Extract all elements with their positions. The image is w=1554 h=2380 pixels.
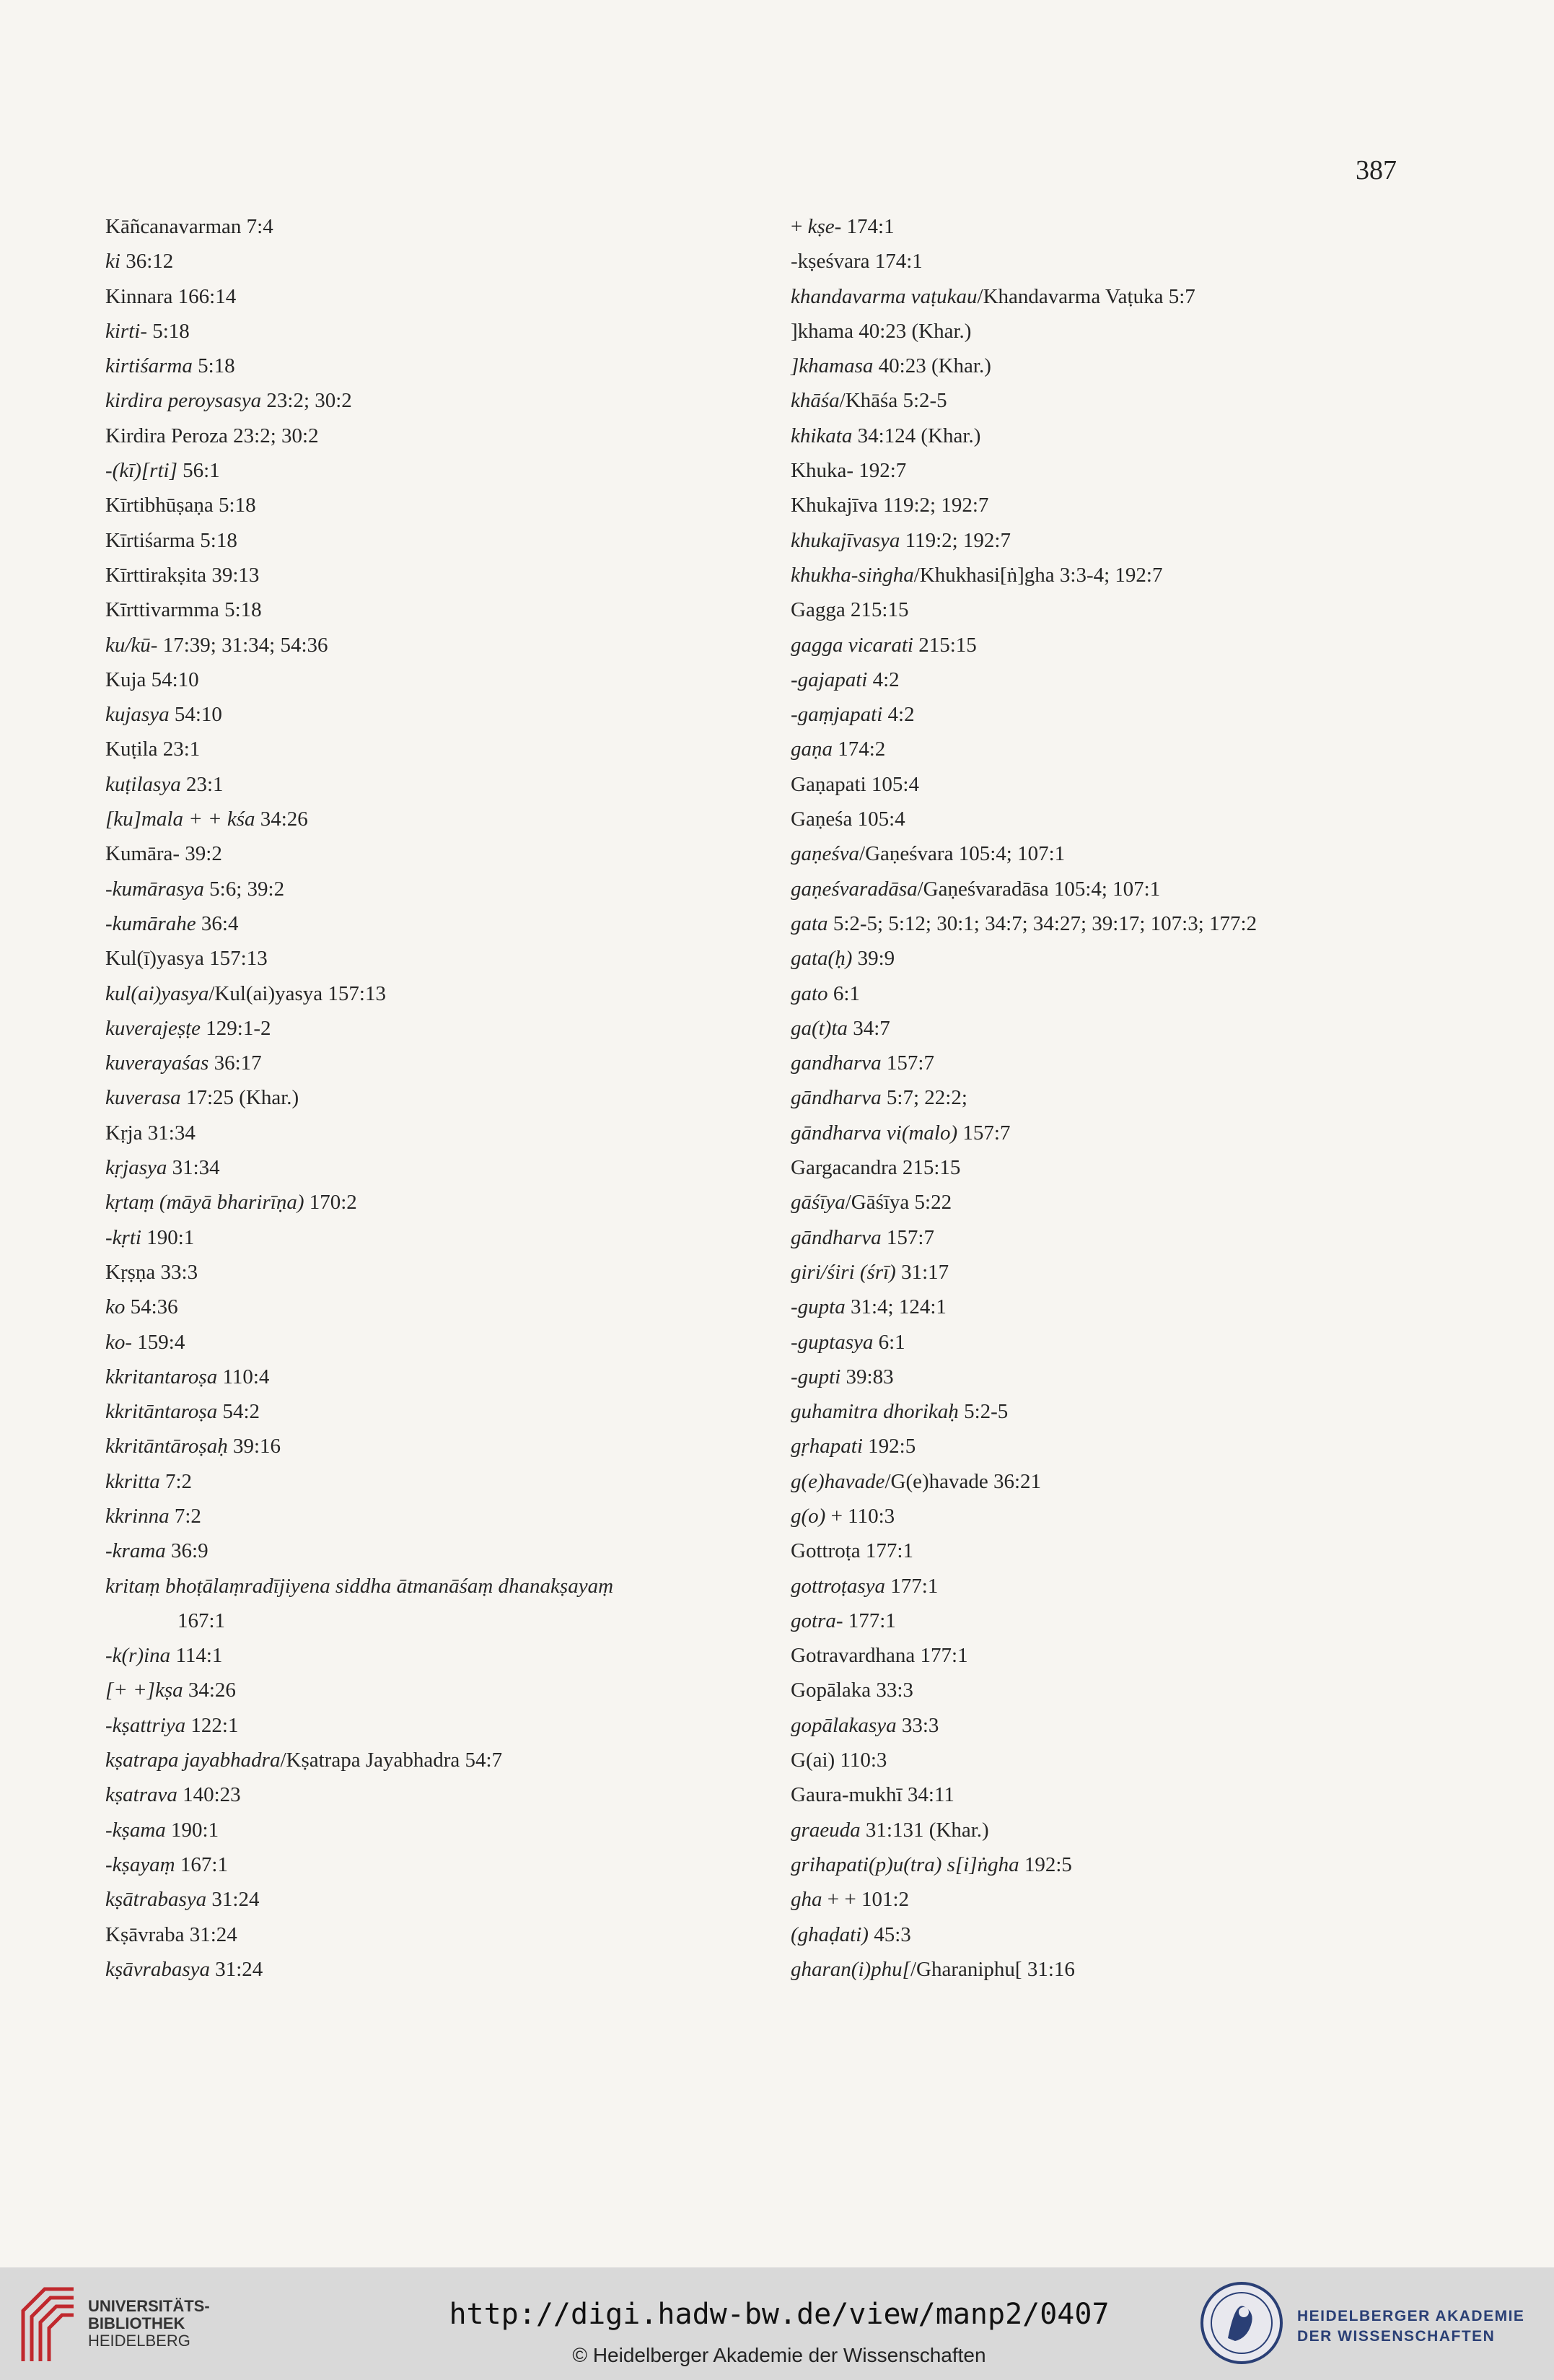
- index-entry: [105, 1185, 769, 1220]
- entry-headword: ga(t)ta: [791, 1016, 848, 1040]
- entry-reference: 190:1: [165, 1818, 219, 1842]
- index-entry: [791, 1220, 1440, 1255]
- entry-reference: Kuṭila 23:1: [105, 738, 201, 761]
- entry-reference: 7:2: [169, 1504, 201, 1528]
- entry-headword: khikata: [791, 424, 853, 447]
- entry-reference: 31:17: [895, 1260, 949, 1284]
- entry-headword: -gupti: [791, 1365, 841, 1388]
- index-entry: [791, 1673, 1440, 1707]
- entry-headword: kkrinna: [105, 1504, 170, 1528]
- footer-bar: [0, 2267, 1554, 2380]
- index-entry: [791, 732, 1440, 766]
- entry-headword: khandavarma vaṭukau: [791, 284, 978, 308]
- entry-reference: 167:1: [177, 1609, 226, 1632]
- entry-headword: kṣe-: [807, 215, 842, 238]
- index-entry: [791, 349, 1440, 383]
- index-entry: [105, 1080, 769, 1115]
- index-entry: [105, 1917, 769, 1952]
- index-entry: [791, 1360, 1440, 1394]
- index-entry: [791, 1813, 1440, 1847]
- entry-reference: +: [791, 215, 808, 238]
- index-entry: [105, 1777, 769, 1812]
- entry-reference: /Khandavarma Vaṭuka 5:7: [977, 284, 1195, 308]
- index-entry: [791, 941, 1440, 976]
- entry-headword: gopālakasya: [791, 1713, 897, 1737]
- entry-reference: /Gaṇeśvaradāsa 105:4; 107:1: [917, 877, 1161, 901]
- index-entry: [105, 1220, 769, 1255]
- index-entry: [105, 314, 769, 349]
- entry-reference: Gaura-mukhī 34:11: [791, 1783, 954, 1807]
- index-entry: [105, 453, 769, 488]
- index-entry: [791, 314, 1440, 349]
- entry-headword: gandharva: [791, 1051, 882, 1075]
- entry-reference: Gaṇapati 105:4: [791, 772, 919, 796]
- entry-reference: /G(e)havade 36:21: [884, 1469, 1042, 1493]
- index-entry: [105, 1813, 769, 1847]
- entry-reference: 31:34: [167, 1156, 220, 1180]
- index-entry: [105, 1290, 769, 1324]
- entry-reference: /Gāśīya 5:22: [845, 1191, 952, 1215]
- index-entry: [791, 209, 1440, 244]
- index-entry: [791, 1394, 1440, 1429]
- index-entry: [791, 1011, 1440, 1046]
- entry-reference: Khukajīva 119:2; 192:7: [791, 494, 989, 517]
- entry-reference: 5:18: [147, 319, 190, 343]
- entry-reference: 5:6; 39:2: [203, 877, 285, 901]
- index-entry: [791, 767, 1440, 802]
- permalink-url[interactable]: http://digi.hadw-bw.de/view/manp2/0407: [449, 2298, 1110, 2331]
- entry-reference: 159:4: [132, 1330, 185, 1354]
- index-entry: [791, 1046, 1440, 1080]
- entry-headword: -gajapati: [791, 668, 868, 691]
- index-entry: [105, 1604, 769, 1638]
- academy-name: [1297, 2306, 1524, 2347]
- index-entry: [105, 802, 769, 836]
- entry-reference: Gopālaka 33:3: [791, 1679, 913, 1702]
- entry-reference: 174:1: [841, 215, 895, 238]
- entry-reference: Kṛja 31:34: [105, 1121, 196, 1145]
- entry-reference: 157:7: [957, 1121, 1011, 1145]
- entry-headword: gata(ḥ): [791, 947, 853, 971]
- index-entry: [791, 1952, 1440, 1987]
- entry-reference: 39:83: [840, 1365, 894, 1388]
- entry-reference: 39:9: [852, 947, 895, 971]
- index-entry: [105, 558, 769, 592]
- index-entry: [791, 906, 1440, 941]
- index-entry: [791, 558, 1440, 592]
- entry-headword: kkritta: [105, 1469, 160, 1493]
- academy-line-2: DER WISSENSCHAFTEN: [1297, 2328, 1496, 2345]
- index-entry: [105, 1255, 769, 1290]
- entry-headword: ko-: [105, 1330, 133, 1354]
- index-entry: [105, 419, 769, 453]
- entry-headword: graeuda: [791, 1818, 861, 1842]
- index-entry: [791, 383, 1440, 418]
- ub-heidelberg-logo-icon: [16, 2282, 81, 2366]
- entry-reference: Kuja 54:10: [105, 668, 199, 691]
- entry-headword: gāśīya: [791, 1191, 846, 1215]
- entry-headword: gotra-: [791, 1609, 843, 1632]
- index-entry: [105, 662, 769, 697]
- index-entry: [791, 453, 1440, 488]
- index-entry: [105, 523, 769, 558]
- entry-headword: gāndharva: [791, 1086, 882, 1110]
- entry-headword: kul(ai)yasya: [105, 981, 209, 1005]
- entry-headword: khāśa: [791, 389, 840, 413]
- index-entry: [105, 732, 769, 766]
- entry-reference: Gotravardhana 177:1: [791, 1644, 968, 1668]
- entry-headword: ]khamasa: [791, 354, 874, 378]
- index-entry: [791, 1534, 1440, 1568]
- entry-reference: Kṛṣṇa 33:3: [105, 1260, 198, 1284]
- entry-reference: 39:16: [227, 1435, 281, 1458]
- index-entry: [791, 628, 1440, 662]
- entry-headword: gaṇeśva: [791, 842, 860, 866]
- entry-reference: Kirdira Peroza 23:2; 30:2: [105, 424, 319, 447]
- entry-headword: gṛhapati: [791, 1435, 863, 1458]
- entry-headword: khukajīvasya: [791, 528, 900, 552]
- entry-reference: 23:2; 30:2: [261, 389, 352, 413]
- index-column-right: [791, 209, 1440, 1987]
- entry-reference: + 110:3: [825, 1504, 895, 1528]
- entry-reference: Gottroṭa 177:1: [791, 1539, 913, 1563]
- entry-headword: -k(r)ina: [105, 1644, 171, 1668]
- entry-reference: 34:124 (Khar.): [852, 424, 981, 447]
- index-entry: [105, 976, 769, 1011]
- entry-headword: kṣatrava: [105, 1783, 177, 1807]
- hadw-seal-icon: [1199, 2280, 1284, 2366]
- entry-reference: 215:15: [913, 633, 977, 657]
- index-entry: [105, 383, 769, 418]
- index-entry: [105, 1534, 769, 1568]
- index-entry: [791, 244, 1440, 279]
- entry-reference: 170:2: [304, 1191, 357, 1215]
- index-entry: [791, 592, 1440, 627]
- entry-headword: kṣatrapa jayabhadra: [105, 1749, 281, 1772]
- index-entry: [105, 1011, 769, 1046]
- index-entry: [791, 1255, 1440, 1290]
- index-entry: [105, 1464, 769, 1499]
- index-entry: [105, 1429, 769, 1464]
- entry-reference: 157:7: [881, 1051, 934, 1075]
- entry-reference: G(ai) 110:3: [791, 1749, 887, 1772]
- entry-reference: 119:2; 192:7: [900, 528, 1011, 552]
- index-entry: [105, 1360, 769, 1394]
- index-entry: [791, 1185, 1440, 1220]
- entry-reference: Kumāra- 39:2: [105, 842, 222, 866]
- entry-headword: -(kī)[rti]: [105, 459, 177, 483]
- index-entry: [105, 1116, 769, 1150]
- entry-reference: 5:2-5; 5:12; 30:1; 34:7; 34:27; 39:17; 107:3; 177:2: [828, 911, 1257, 935]
- entry-headword: -guptasya: [791, 1330, 874, 1354]
- entry-headword: kuverasa: [105, 1086, 181, 1110]
- entry-reference: 34:7: [847, 1016, 890, 1040]
- entry-headword: kkritāntāroṣaḥ: [105, 1435, 228, 1458]
- entry-headword: giri/śiri (śrī): [791, 1260, 896, 1284]
- index-entry: [791, 1429, 1440, 1464]
- entry-headword: -kṣama: [105, 1818, 166, 1842]
- entry-reference: /Gharaniphu[ 31:16: [910, 1957, 1075, 1981]
- entry-headword: gata: [791, 911, 828, 935]
- entry-headword: -kṣattriya: [105, 1713, 186, 1737]
- entry-reference: Kul(ī)yasya 157:13: [105, 947, 268, 971]
- entry-headword: gottroṭasya: [791, 1574, 886, 1598]
- library-line-3: HEIDELBERG: [88, 2332, 190, 2350]
- index-entry: [791, 976, 1440, 1011]
- index-entry: [791, 1464, 1440, 1499]
- entry-reference: 54:36: [125, 1295, 178, 1319]
- entry-reference: 33:3: [896, 1713, 939, 1737]
- entry-headword: g(o): [791, 1504, 826, 1528]
- index-entry: [105, 1708, 769, 1743]
- page-number: 387: [1356, 155, 1397, 185]
- entry-reference: 34:26: [255, 808, 308, 831]
- entry-headword: ko: [105, 1295, 126, 1319]
- entry-headword: gāndharva: [791, 1225, 882, 1249]
- entry-reference: 5:7; 22:2;: [881, 1086, 967, 1110]
- entry-reference: 6:1: [873, 1330, 905, 1354]
- entry-headword: -kṣayaṃ: [105, 1852, 175, 1876]
- index-entry: [791, 523, 1440, 558]
- entry-reference: 54:10: [169, 703, 222, 727]
- entry-headword: gagga vicarati: [791, 633, 913, 657]
- entry-reference: 114:1: [170, 1644, 223, 1668]
- index-entry: [105, 872, 769, 906]
- entry-reference: 31:4; 124:1: [845, 1295, 947, 1319]
- entry-reference: 192:5: [862, 1435, 916, 1458]
- entry-reference: 4:2: [867, 668, 900, 691]
- entry-headword: kuverayaśas: [105, 1051, 209, 1075]
- entry-headword: kirti-: [105, 319, 147, 343]
- entry-reference: 17:25 (Khar.): [180, 1086, 299, 1110]
- index-entry: [791, 488, 1440, 522]
- index-entry: [105, 1569, 769, 1604]
- entry-reference: Kīrttirakṣita 39:13: [105, 563, 260, 587]
- index-entry: [105, 1952, 769, 1987]
- index-entry: [105, 1673, 769, 1707]
- entry-reference: 17:39; 31:34; 54:36: [157, 633, 328, 657]
- entry-headword: kujasya: [105, 703, 170, 727]
- entry-reference: Kīrtibhūṣaṇa 5:18: [105, 494, 256, 517]
- entry-headword: -kṛti: [105, 1225, 141, 1249]
- entry-reference: 6:1: [828, 981, 860, 1005]
- index-entry: [105, 209, 769, 244]
- index-entry: [791, 1325, 1440, 1360]
- index-column-left: [105, 209, 769, 1987]
- index-entry: [105, 1499, 769, 1534]
- entry-headword: kirdira peroysasya: [105, 389, 262, 413]
- entry-reference: 31:24: [206, 1888, 260, 1912]
- index-entry: [105, 1394, 769, 1429]
- entry-headword: khukha-siṅgha: [791, 563, 914, 587]
- index-entry: [105, 1325, 769, 1360]
- entry-reference: 140:23: [177, 1783, 241, 1807]
- entry-headword: [+ +]kṣa: [105, 1679, 183, 1702]
- index-entry: [105, 1638, 769, 1673]
- entry-reference: 122:1: [185, 1713, 239, 1737]
- index-entry: [791, 1708, 1440, 1743]
- entry-reference: 7:2: [159, 1469, 193, 1493]
- entry-reference: Kāñcanavarman 7:4: [105, 215, 273, 238]
- index-entry: [105, 697, 769, 732]
- entry-reference: /Gaṇeśvara 105:4; 107:1: [859, 842, 1066, 866]
- copyright-notice: © Heidelberger Akademie der Wissenschaften: [572, 2344, 986, 2366]
- entry-reference: Gargacandra 215:15: [791, 1156, 961, 1180]
- entry-reference: 129:1-2: [201, 1016, 271, 1040]
- entry-reference: Kīrtiśarma 5:18: [105, 528, 237, 552]
- entry-reference: 192:5: [1019, 1852, 1072, 1876]
- entry-headword: kritaṃ bhoṭālaṃradījiyena siddha ātmanāśaṃ dhanakṣayaṃ: [105, 1574, 614, 1598]
- academy-line-1: HEIDELBERGER AKADEMIE: [1297, 2308, 1525, 2324]
- entry-headword: -krama: [105, 1539, 166, 1563]
- index-entry: [105, 244, 769, 279]
- entry-reference: 36:17: [208, 1051, 262, 1075]
- entry-reference: /Khāśa 5:2-5: [839, 389, 947, 413]
- entry-headword: -gupta: [791, 1295, 846, 1319]
- entry-reference: 31:24: [209, 1957, 263, 1981]
- index-entry: [791, 419, 1440, 453]
- index-entry: [791, 1150, 1440, 1185]
- entry-reference: 110:4: [217, 1365, 270, 1388]
- entry-headword: kṛjasya: [105, 1156, 167, 1180]
- entry-headword: (ghaḍati): [791, 1922, 869, 1946]
- entry-reference: 174:2: [833, 738, 886, 761]
- entry-reference: 167:1: [175, 1852, 228, 1876]
- entry-headword: kuverajeṣṭe: [105, 1016, 201, 1040]
- entry-headword: -kumārahe: [105, 911, 196, 935]
- entry-reference: 36:4: [196, 911, 239, 935]
- entry-reference: 36:12: [120, 250, 174, 274]
- index-entry: [791, 279, 1440, 314]
- entry-reference: /Kṣatrapa Jayabhadra 54:7: [280, 1749, 503, 1772]
- entry-headword: kkritāntaroṣa: [105, 1400, 218, 1424]
- entry-reference: Gagga 215:15: [791, 598, 909, 622]
- index-entry: [791, 802, 1440, 836]
- index-entry: [105, 349, 769, 383]
- index-entry: [105, 1150, 769, 1185]
- entry-headword: kṣātrabasya: [105, 1888, 207, 1912]
- entry-reference: 23:1: [180, 772, 224, 796]
- entry-reference: 54:2: [217, 1400, 260, 1424]
- entry-headword: gaṇeśvaradāsa: [791, 877, 918, 901]
- entry-reference: ]khama 40:23 (Khar.): [791, 319, 972, 343]
- entry-headword: grihapati(p)u(tra) s[i]ṅgha: [791, 1852, 1019, 1876]
- index-entry: [791, 1499, 1440, 1534]
- entry-headword: kṣāvrabasya: [105, 1957, 210, 1981]
- entry-reference: 177:1: [885, 1574, 939, 1598]
- entry-headword: gato: [791, 981, 828, 1005]
- library-line-2: BIBLIOTHEK: [88, 2314, 185, 2332]
- entry-reference: 5:18: [192, 354, 235, 378]
- entry-reference: 34:26: [183, 1679, 236, 1702]
- index-entry: [791, 1777, 1440, 1812]
- entry-headword: gharan(i)phu[: [791, 1957, 910, 1981]
- entry-reference: 4:2: [882, 703, 915, 727]
- index-entry: [791, 1917, 1440, 1952]
- index-entry: [791, 697, 1440, 732]
- entry-headword: gaṇa: [791, 738, 833, 761]
- index-entry: [105, 1743, 769, 1777]
- library-name: [88, 2298, 210, 2350]
- entry-reference: Kinnara 166:14: [105, 284, 237, 308]
- entry-headword: gāndharva vi(malo): [791, 1121, 958, 1145]
- entry-reference: 36:9: [165, 1539, 208, 1563]
- entry-headword: -kumārasya: [105, 877, 204, 901]
- entry-reference: + + 101:2: [822, 1888, 910, 1912]
- index-entry: [791, 662, 1440, 697]
- index-entry: [105, 592, 769, 627]
- index-entry: [105, 1046, 769, 1080]
- index-entry: [791, 1116, 1440, 1150]
- index-entry: [791, 872, 1440, 906]
- entry-headword: guhamitra dhorikaḥ: [791, 1400, 959, 1424]
- index-entry: [791, 1080, 1440, 1115]
- entry-headword: ku/kū-: [105, 633, 158, 657]
- entry-reference: 31:131 (Khar.): [860, 1818, 989, 1842]
- index-entry: [105, 488, 769, 522]
- entry-reference: 5:2-5: [958, 1400, 1009, 1424]
- index-entry: [105, 906, 769, 941]
- index-entry: [791, 1638, 1440, 1673]
- index-entry: [791, 1604, 1440, 1638]
- entry-headword: ki: [105, 250, 120, 274]
- entry-headword: g(e)havade: [791, 1469, 885, 1493]
- entry-reference: 40:23 (Khar.): [873, 354, 991, 378]
- entry-headword: [ku]mala + + kśa: [105, 808, 255, 831]
- entry-headword: kkritantaroṣa: [105, 1365, 218, 1388]
- entry-headword: kuṭilasya: [105, 772, 181, 796]
- index-entry: [105, 941, 769, 976]
- index-entry: [791, 1882, 1440, 1917]
- library-line-1: UNIVERSITÄTS-: [88, 2297, 210, 2315]
- entry-reference: -kṣeśvara 174:1: [791, 250, 923, 274]
- index-entry: [791, 1290, 1440, 1324]
- index-entry: [105, 1847, 769, 1882]
- entry-reference: 56:1: [177, 459, 220, 483]
- entry-reference: 177:1: [843, 1609, 896, 1632]
- entry-reference: 157:7: [881, 1225, 934, 1249]
- index-entry: [791, 836, 1440, 871]
- index-entry: [791, 1847, 1440, 1882]
- index-entry: [105, 1882, 769, 1917]
- index-entry: [105, 279, 769, 314]
- entry-reference: 190:1: [141, 1225, 195, 1249]
- entry-reference: /Khukhasi[ṅ]gha 3:3-4; 192:7: [913, 563, 1163, 587]
- index-entry: [105, 836, 769, 871]
- index-entry: [105, 767, 769, 802]
- entry-headword: -gaṃjapati: [791, 703, 883, 727]
- entry-reference: /Kul(ai)yasya 157:13: [208, 981, 386, 1005]
- index-entry: [105, 628, 769, 662]
- entry-reference: Kīrttivarmma 5:18: [105, 598, 262, 622]
- entry-reference: Kṣāvraba 31:24: [105, 1922, 237, 1946]
- entry-headword: kirtiśarma: [105, 354, 193, 378]
- index-entry: [791, 1743, 1440, 1777]
- entry-headword: gha: [791, 1888, 822, 1912]
- index-entry: [791, 1569, 1440, 1604]
- entry-reference: Gaṇeśa 105:4: [791, 808, 905, 831]
- entry-headword: kṛtaṃ (māyā bharirīṇa): [105, 1191, 304, 1215]
- entry-reference: 45:3: [868, 1922, 911, 1946]
- entry-reference: Khuka- 192:7: [791, 459, 907, 483]
